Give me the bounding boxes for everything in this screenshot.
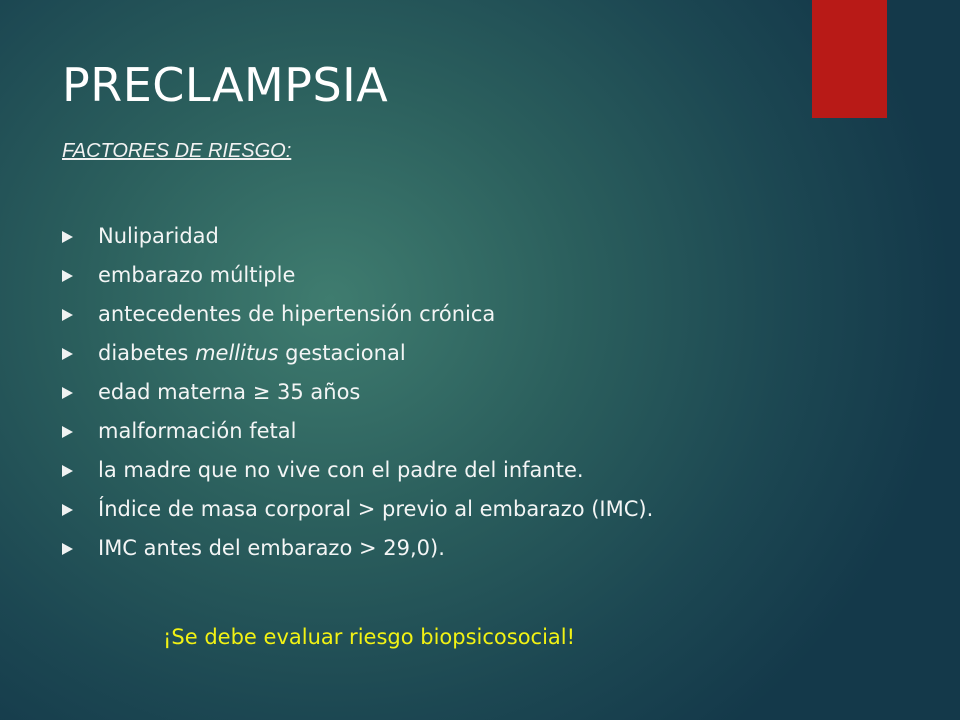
list-item-text: malformación fetal — [98, 419, 297, 443]
list-item — [62, 263, 762, 288]
arrow-bullet-icon — [62, 465, 73, 477]
list-item — [62, 380, 762, 405]
slide-title: PRECLAMPSIA — [62, 58, 389, 112]
list-item-text-post: gestacional — [278, 341, 406, 365]
list-item — [62, 419, 762, 444]
list-item — [62, 341, 762, 366]
list-item — [62, 302, 762, 327]
arrow-bullet-icon — [62, 231, 73, 243]
arrow-bullet-icon — [62, 270, 73, 282]
list-item-text: antecedentes de hipertensión crónica — [98, 302, 496, 326]
slide-subtitle: FACTORES DE RIESGO: — [62, 140, 292, 162]
arrow-bullet-icon — [62, 309, 73, 321]
evaluation-note: ¡Se debe evaluar riesgo biopsicosocial! — [163, 625, 576, 649]
list-item — [62, 536, 762, 561]
list-item-text: embarazo múltiple — [98, 263, 296, 287]
list-item — [62, 497, 762, 522]
list-item-text: Índice de masa corporal > previo al embarazo (IMC). — [98, 497, 654, 521]
arrow-bullet-icon — [62, 348, 73, 360]
list-item-text: edad materna ≥ 35 años — [98, 380, 361, 404]
list-item — [62, 224, 762, 249]
list-item — [62, 458, 762, 483]
arrow-bullet-icon — [62, 426, 73, 438]
list-item-text: la madre que no vive con el padre del infante. — [98, 458, 584, 482]
accent-bar — [812, 0, 887, 118]
arrow-bullet-icon — [62, 504, 73, 516]
list-item-text-pre: diabetes — [98, 341, 196, 365]
list-item-text-italic: mellitus — [195, 341, 279, 365]
list-item-text: IMC antes del embarazo > 29,0). — [98, 536, 445, 560]
risk-factor-list — [62, 224, 762, 575]
arrow-bullet-icon — [62, 387, 73, 399]
list-item-text — [98, 341, 406, 365]
arrow-bullet-icon — [62, 543, 73, 555]
list-item-text: Nuliparidad — [98, 224, 219, 248]
